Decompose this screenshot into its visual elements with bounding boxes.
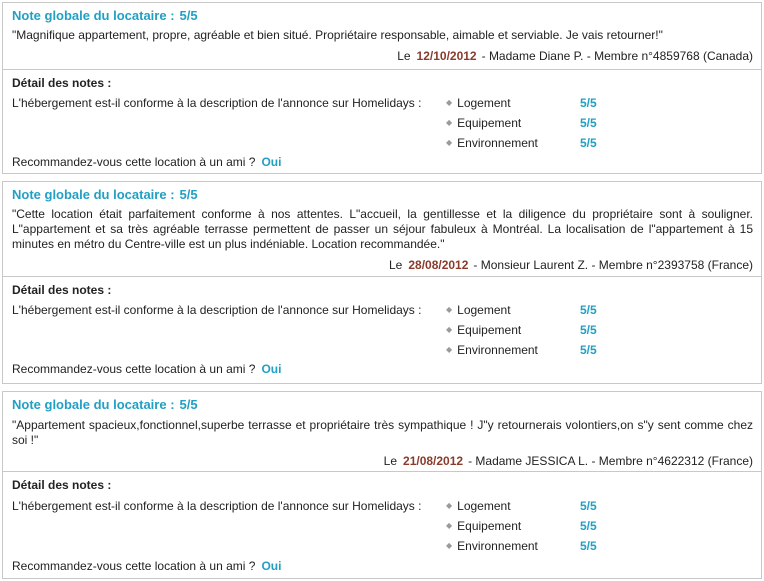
- review-date: 12/10/2012: [416, 49, 477, 63]
- rating-label: Logement: [457, 303, 511, 317]
- recommend-row: [12, 155, 281, 169]
- detail-title: Détail des notes :: [12, 283, 112, 297]
- rating-label: Environnement: [457, 136, 538, 150]
- review-header: [3, 392, 761, 472]
- detail-title: Détail des notes :: [12, 478, 112, 492]
- rating-score: 5/5: [580, 303, 597, 317]
- rating-score: 5/5: [580, 343, 597, 357]
- review-quote: "Cette location était parfaitement conforme à nos attentes. L"accueil, la gentillesse et la diligence du propriétaire sont à souligner. L"appartement et sa très agréable terrasse permettent de passer un séjour fabuleux à Montréal. La localisation de l"appartement à 15 minutes en métro du Centre-ville est un plus indéniable. Location recommandée.": [12, 207, 753, 251]
- review-meta: [384, 454, 753, 468]
- conformity-question: L'hébergement est-il conforme à la description de l'annonce sur Homelidays :: [12, 96, 422, 110]
- bullet-icon: ◆: [446, 138, 453, 147]
- rating-item: [446, 343, 597, 357]
- bullet-icon: ◆: [446, 521, 453, 530]
- recommend-answer: Oui: [261, 559, 282, 573]
- review-quote: "Magnifique appartement, propre, agréable et bien situé. Propriétaire responsable, aimable et serviable. Je vais retourner!": [12, 28, 663, 42]
- rating-item: [446, 303, 597, 317]
- conformity-question: L'hébergement est-il conforme à la description de l'annonce sur Homelidays :: [12, 303, 422, 317]
- rating-score: 5/5: [580, 499, 597, 513]
- date-prefix: Le: [388, 258, 403, 272]
- review-date: 28/08/2012: [408, 258, 469, 272]
- bullet-icon: ◆: [446, 98, 453, 107]
- rating-item: [446, 539, 597, 553]
- rating-label: Environnement: [457, 539, 538, 553]
- bullet-icon: ◆: [446, 305, 453, 314]
- overall-label: Note globale du locataire :: [12, 397, 175, 412]
- rating-score: 5/5: [580, 323, 597, 337]
- rating-item: [446, 323, 597, 337]
- bullet-icon: ◆: [446, 325, 453, 334]
- rating-details: [3, 277, 761, 383]
- bullet-icon: ◆: [446, 501, 453, 510]
- review-author: - Monsieur Laurent Z. - Membre n°2393758 (France): [473, 258, 753, 272]
- recommend-question: Recommandez-vous cette location à un ami ?: [12, 362, 256, 376]
- rating-label: Logement: [457, 96, 511, 110]
- bullet-icon: ◆: [446, 541, 453, 550]
- rating-score: 5/5: [580, 519, 597, 533]
- rating-item: [446, 116, 597, 130]
- rating-item: [446, 519, 597, 533]
- review-header: [3, 182, 761, 277]
- overall-score: 5/5: [179, 397, 198, 412]
- date-prefix: Le: [397, 49, 411, 63]
- rating-details: [3, 70, 761, 173]
- review-author: - Madame Diane P. - Membre n°4859768 (Canada): [481, 49, 753, 63]
- rating-label: Logement: [457, 499, 511, 513]
- overall-label: Note globale du locataire :: [12, 187, 175, 202]
- recommend-question: Recommandez-vous cette location à un ami ?: [12, 155, 256, 169]
- rating-label: Environnement: [457, 343, 538, 357]
- rating-item: [446, 499, 597, 513]
- review-card: [2, 2, 762, 174]
- rating-label: Equipement: [457, 116, 522, 130]
- recommend-answer: Oui: [261, 362, 282, 376]
- review-meta: [397, 49, 753, 63]
- date-prefix: Le: [383, 454, 398, 468]
- bullet-icon: ◆: [446, 345, 453, 354]
- rating-score: 5/5: [580, 96, 597, 110]
- rating-item: [446, 136, 597, 150]
- overall-score: 5/5: [179, 187, 198, 202]
- recommend-row: [12, 559, 281, 573]
- bullet-icon: ◆: [446, 118, 453, 127]
- conformity-question: L'hébergement est-il conforme à la description de l'annonce sur Homelidays :: [12, 499, 422, 513]
- review-author: - Madame JESSICA L. - Membre n°4622312 (France): [468, 454, 753, 468]
- recommend-answer: Oui: [261, 155, 282, 169]
- rating-label: Equipement: [457, 323, 522, 337]
- review-quote: "Appartement spacieux,fonctionnel,superbe terrasse et propriétaire très sympathique ! J"y retournerais volontiers,on s"y sent comme chez soi !": [12, 418, 753, 447]
- recommend-row: [12, 362, 281, 376]
- overall-score: 5/5: [179, 8, 198, 23]
- detail-title: Détail des notes :: [12, 76, 112, 90]
- overall-rating: [12, 8, 198, 23]
- review-card: [2, 181, 762, 384]
- review-header: [3, 3, 761, 70]
- rating-score: 5/5: [580, 116, 597, 130]
- rating-label: Equipement: [457, 519, 522, 533]
- overall-label: Note globale du locataire :: [12, 8, 175, 23]
- review-meta: [389, 258, 753, 272]
- overall-rating: [12, 187, 198, 202]
- review-date: 21/08/2012: [403, 454, 464, 468]
- rating-item: [446, 96, 597, 110]
- recommend-question: Recommandez-vous cette location à un ami ?: [12, 559, 256, 573]
- rating-score: 5/5: [580, 136, 597, 150]
- review-card: [2, 391, 762, 579]
- rating-details: [3, 472, 761, 578]
- rating-score: 5/5: [580, 539, 597, 553]
- overall-rating: [12, 397, 198, 412]
